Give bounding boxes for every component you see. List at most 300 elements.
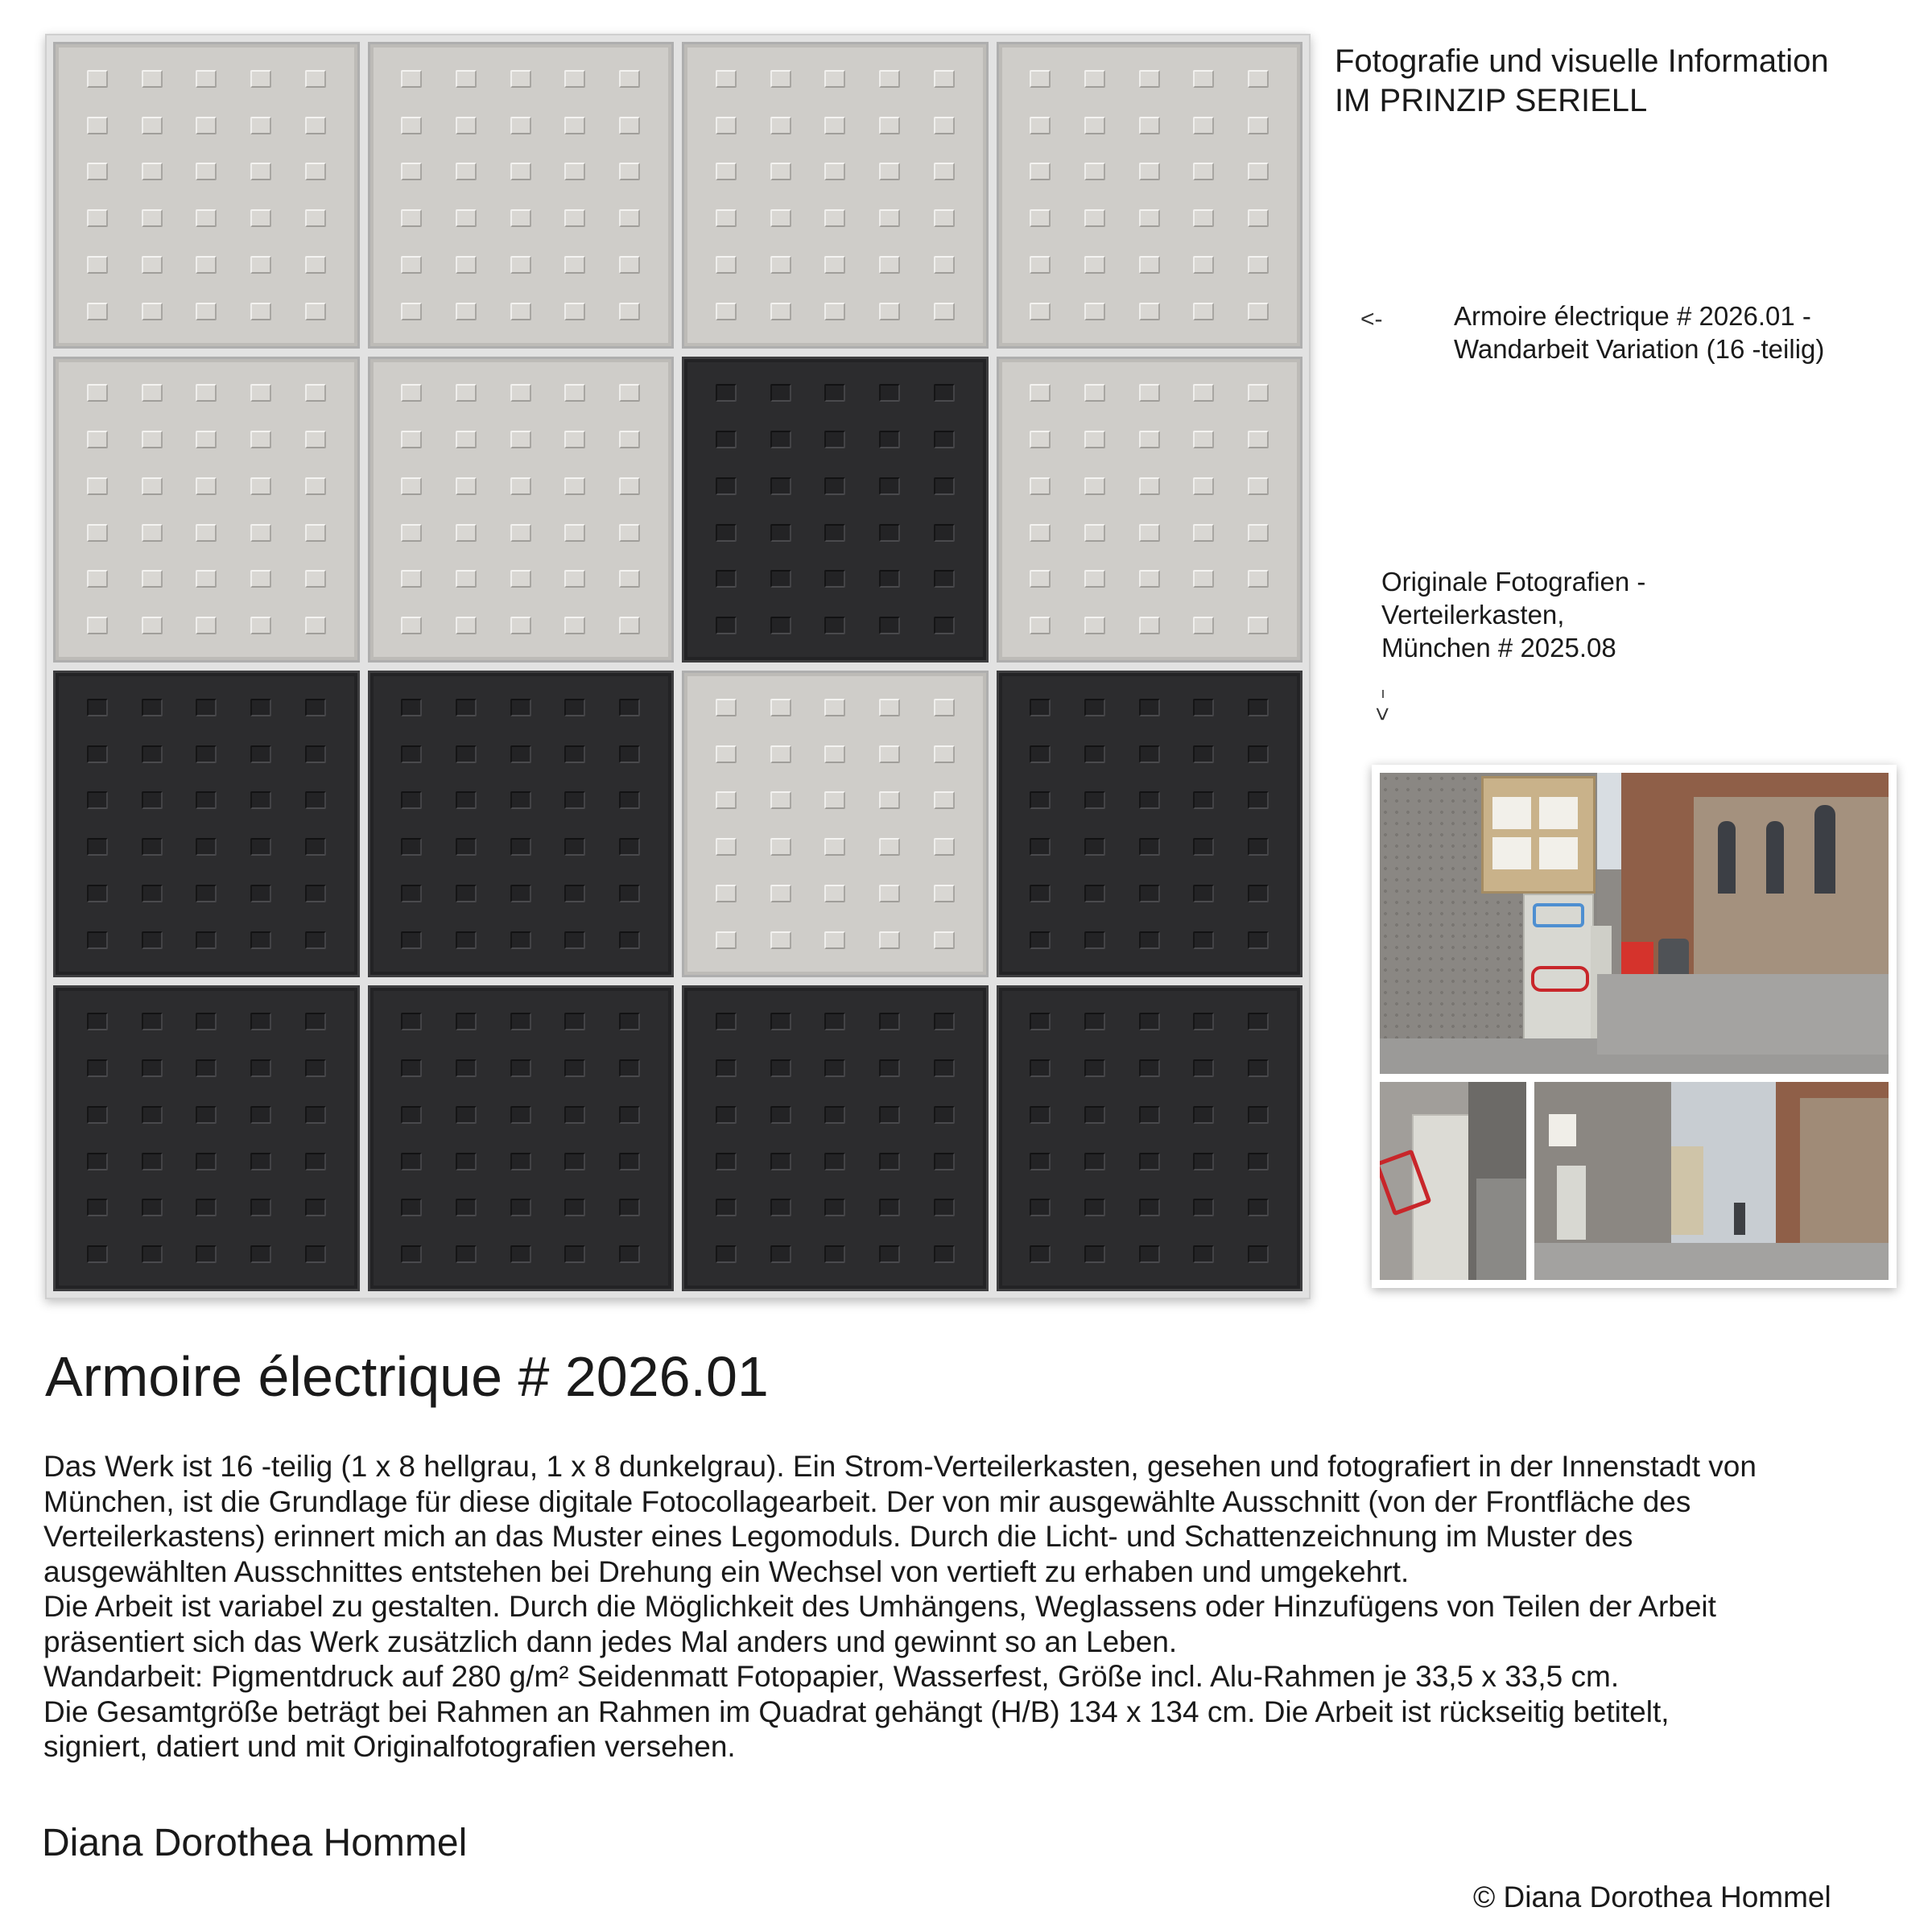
panel-stud [250,256,271,274]
panel-stud [1030,699,1051,716]
panel-stud [142,524,163,542]
panel-stud [824,931,845,949]
panel-stud [619,431,640,448]
work-description [43,1449,1895,1765]
panel-stud [564,699,585,716]
panel-stud [934,617,955,634]
panel-stud [879,1106,900,1124]
artwork-panel-dark [368,985,675,1292]
panel-stud [934,570,955,588]
description-line: München, ist die Grundlage für diese digitale Fotocollagearbeit. Der von mir ausgewählte Ausschnitt (von der Frontfläche des [43,1484,1691,1518]
panel-stud [305,209,326,227]
panel-stud [456,1153,477,1170]
panel-stud [564,1199,585,1216]
panel-stud [824,209,845,227]
panel-stud [456,1013,477,1030]
panel-stud [934,256,955,274]
panel-stud [824,1153,845,1170]
panel-stud [824,117,845,134]
panel-stud [824,1013,845,1030]
panel-stud [1084,1245,1105,1263]
panel-stud [879,745,900,763]
panel-stud [1248,256,1269,274]
panel-stud [305,1245,326,1263]
artwork-panel-dark [997,671,1303,977]
panel-stud [305,524,326,542]
panel-stud [401,384,422,402]
panel-stud [250,163,271,180]
panel-stud [305,117,326,134]
panel-stud [879,70,900,88]
panel-stud [401,117,422,134]
panel-stud [142,617,163,634]
panel-stud [619,1153,640,1170]
panel-stud [196,1199,217,1216]
panel-stud [934,303,955,320]
panel-stud [716,384,737,402]
panel-stud [1193,431,1214,448]
panel-stud [1084,885,1105,902]
panel-stud [824,1059,845,1077]
panel-stud [716,431,737,448]
panel-stud [824,838,845,856]
caption-variation-line-2: Wandarbeit Variation (16 -teilig) [1454,334,1825,364]
panel-stud [879,1153,900,1170]
panel-stud [87,477,108,495]
panel-stud [456,524,477,542]
header-line-1: Fotografie und visuelle Information [1335,43,1829,79]
header [1335,42,1829,121]
panel-stud [934,117,955,134]
panel-stud [770,303,791,320]
panel-stud [1030,931,1051,949]
panel-stud [716,1013,737,1030]
panel-stud [1139,303,1160,320]
panel-stud [456,791,477,809]
caption-original-photos [1381,565,1645,664]
panel-stud [510,477,531,495]
panel-stud [716,209,737,227]
panel-stud [1030,617,1051,634]
panel-stud [824,1245,845,1263]
panel-stud [619,117,640,134]
panel-stud [142,303,163,320]
panel-stud [1030,885,1051,902]
panel-stud [401,931,422,949]
panel-stud [1084,256,1105,274]
panel-stud [305,1199,326,1216]
panel-stud [1084,431,1105,448]
panel-stud [87,303,108,320]
panel-stud [305,1106,326,1124]
panel-stud [1248,931,1269,949]
panel-stud [619,384,640,402]
panel-stud [564,384,585,402]
description-line: Die Gesamtgröße beträgt bei Rahmen an Rahmen im Quadrat gehängt (H/B) 134 x 134 cm. Die Arbeit ist rückseitig betitelt, [43,1695,1670,1728]
panel-stud [250,699,271,716]
panel-stud [87,617,108,634]
artwork-panel-dark [997,985,1303,1292]
panel-stud [879,1013,900,1030]
panel-stud [879,384,900,402]
panel-stud [142,117,163,134]
panel-stud [1084,477,1105,495]
panel-stud [1084,1153,1105,1170]
panel-stud [879,163,900,180]
panel-stud [619,791,640,809]
caption-variation [1454,299,1824,365]
panel-stud [619,1199,640,1216]
description-line: präsentiert sich das Werk zusätzlich dann jedes Mal anders und gewinnt so an Leben. [43,1624,1178,1658]
panel-stud [770,256,791,274]
panel-stud [142,256,163,274]
artist-name: Diana Dorothea Hommel [42,1822,468,1864]
panel-stud [619,209,640,227]
artwork-panel-dark [682,985,989,1292]
panel-stud [564,209,585,227]
panel-stud [196,570,217,588]
panel-stud [510,699,531,716]
panel-stud [1139,477,1160,495]
panel-stud [716,1106,737,1124]
arrow-left-icon: <- [1360,306,1383,332]
panel-stud [716,699,737,716]
panel-stud [1248,477,1269,495]
panel-stud [1139,699,1160,716]
artwork-panel-dark [682,357,989,663]
panel-stud [934,885,955,902]
artwork-panel-light [997,357,1303,663]
panel-stud [510,791,531,809]
panel-stud [456,117,477,134]
panel-stud [1084,1106,1105,1124]
panel-stud [564,117,585,134]
panel-stud [619,256,640,274]
panel-stud [196,117,217,134]
photo-box-closeup [1380,1082,1526,1280]
panel-stud [196,303,217,320]
panel-stud [142,570,163,588]
panel-stud [401,1059,422,1077]
panel-stud [564,431,585,448]
panel-stud [250,1199,271,1216]
panel-stud [716,1153,737,1170]
panel-stud [456,745,477,763]
panel-stud [250,791,271,809]
panel-stud [770,1245,791,1263]
panel-stud [879,617,900,634]
panel-stud [879,477,900,495]
panel-stud [305,838,326,856]
panel-stud [1084,209,1105,227]
panel-stud [824,70,845,88]
panel-stud [1193,477,1214,495]
panel-stud [1193,931,1214,949]
panel-stud [1193,1199,1214,1216]
panel-stud [510,1013,531,1030]
panel-stud [456,70,477,88]
panel-stud [142,1106,163,1124]
panel-stud [879,431,900,448]
panel-stud [401,1153,422,1170]
panel-stud [879,931,900,949]
panel-stud [879,1245,900,1263]
panel-stud [619,1245,640,1263]
panel-stud [879,303,900,320]
artwork-panel-light [997,42,1303,349]
panel-stud [770,1106,791,1124]
panel-stud [770,384,791,402]
panel-stud [305,885,326,902]
panel-stud [196,617,217,634]
panel-stud [1084,524,1105,542]
panel-stud [250,885,271,902]
panel-stud [1139,791,1160,809]
panel-stud [1084,303,1105,320]
panel-stud [770,163,791,180]
panel-stud [716,117,737,134]
panel-stud [1084,1013,1105,1030]
panel-stud [196,1153,217,1170]
panel-stud [401,1245,422,1263]
panel-stud [510,1153,531,1170]
panel-stud [87,1106,108,1124]
panel-stud [564,303,585,320]
panel-stud [87,699,108,716]
panel-stud [1030,1153,1051,1170]
panel-stud [142,885,163,902]
panel-stud [196,209,217,227]
panel-stud [401,838,422,856]
panel-stud [510,885,531,902]
panel-stud [934,1013,955,1030]
panel-stud [716,70,737,88]
panel-stud [1248,1013,1269,1030]
panel-stud [456,570,477,588]
panel-stud [196,1013,217,1030]
panel-stud [1193,885,1214,902]
panel-stud [1030,570,1051,588]
panel-stud [619,1106,640,1124]
panel-stud [1084,70,1105,88]
panel-stud [250,617,271,634]
panel-stud [305,1013,326,1030]
description-line: signiert, datiert und mit Originalfotografien versehen. [43,1730,736,1763]
panel-stud [1248,745,1269,763]
panel-stud [1139,745,1160,763]
panel-stud [716,303,737,320]
panel-stud [87,1245,108,1263]
panel-stud [564,477,585,495]
panel-stud [87,745,108,763]
panel-stud [456,303,477,320]
panel-stud [142,163,163,180]
panel-stud [1139,524,1160,542]
panel-stud [87,570,108,588]
panel-stud [770,885,791,902]
panel-stud [1030,1106,1051,1124]
photo-street-view [1534,1082,1889,1280]
panel-stud [824,524,845,542]
panel-stud [305,931,326,949]
panel-stud [142,1013,163,1030]
panel-stud [1248,431,1269,448]
panel-stud [564,1059,585,1077]
panel-stud [196,931,217,949]
panel-stud [934,931,955,949]
panel-stud [934,384,955,402]
copyright-notice: © Diana Dorothea Hommel [1473,1880,1831,1913]
panel-stud [456,384,477,402]
panel-stud [510,931,531,949]
panel-stud [250,1059,271,1077]
panel-stud [87,117,108,134]
panel-stud [1030,384,1051,402]
panel-stud [196,163,217,180]
panel-stud [401,570,422,588]
panel-stud [1030,303,1051,320]
panel-stud [934,1106,955,1124]
caption-original-line-1: Originale Fotografien - [1381,567,1646,597]
panel-stud [142,431,163,448]
description-line: ausgewählten Ausschnittes entstehen bei Drehung ein Wechsel von vertieft zu erhaben und umgekehrt. [43,1554,1410,1588]
panel-stud [401,699,422,716]
panel-stud [716,745,737,763]
panel-stud [1139,1059,1160,1077]
panel-stud [305,303,326,320]
panel-stud [1248,70,1269,88]
panel-stud [250,477,271,495]
panel-stud [1139,1106,1160,1124]
panel-stud [770,931,791,949]
panel-stud [1084,931,1105,949]
panel-stud [1139,1013,1160,1030]
artwork-panel-light [53,42,360,349]
panel-stud [879,1059,900,1077]
panel-stud [456,431,477,448]
panel-stud [510,838,531,856]
panel-stud [934,70,955,88]
panel-stud [401,431,422,448]
panel-stud [934,745,955,763]
panel-stud [510,1245,531,1263]
panel-stud [564,745,585,763]
panel-stud [305,699,326,716]
panel-stud [510,1106,531,1124]
panel-stud [564,1153,585,1170]
panel-stud [1248,384,1269,402]
panel-stud [716,1059,737,1077]
panel-stud [1248,1199,1269,1216]
panel-stud [619,745,640,763]
panel-stud [305,791,326,809]
panel-stud [824,431,845,448]
panel-stud [87,1153,108,1170]
panel-stud [619,477,640,495]
panel-stud [1139,1245,1160,1263]
panel-stud [770,570,791,588]
panel-stud [934,431,955,448]
panel-stud [456,477,477,495]
panel-stud [196,885,217,902]
artwork-panel-light [368,357,675,663]
panel-stud [142,1199,163,1216]
panel-stud [1248,1245,1269,1263]
panel-stud [142,384,163,402]
panel-stud [934,1059,955,1077]
panel-stud [196,791,217,809]
panel-stud [250,70,271,88]
panel-stud [770,477,791,495]
panel-stud [1139,1199,1160,1216]
panel-stud [564,163,585,180]
panel-stud [456,1059,477,1077]
panel-stud [1084,838,1105,856]
panel-stud [1248,163,1269,180]
panel-stud [196,384,217,402]
panel-stud [401,303,422,320]
panel-stud [1193,1245,1214,1263]
panel-stud [934,791,955,809]
panel-stud [1193,1059,1214,1077]
panel-stud [1193,570,1214,588]
panel-stud [456,256,477,274]
panel-stud [510,163,531,180]
panel-stud [1030,838,1051,856]
panel-stud [770,617,791,634]
panel-stud [1084,699,1105,716]
panel-stud [879,570,900,588]
panel-stud [1248,838,1269,856]
panel-stud [716,1245,737,1263]
panel-stud [770,699,791,716]
panel-stud [510,431,531,448]
panel-stud [619,163,640,180]
panel-stud [879,699,900,716]
panel-stud [1248,1106,1269,1124]
panel-stud [1139,256,1160,274]
panel-stud [716,885,737,902]
panel-stud [250,1245,271,1263]
panel-stud [142,699,163,716]
panel-stud [1030,1059,1051,1077]
panel-stud [196,431,217,448]
panel-stud [87,885,108,902]
panel-stud [619,885,640,902]
panel-stud [824,303,845,320]
panel-stud [564,70,585,88]
panel-stud [142,70,163,88]
panel-stud [510,524,531,542]
panel-stud [564,1245,585,1263]
panel-stud [1030,1245,1051,1263]
panel-stud [934,1245,955,1263]
panel-stud [1030,70,1051,88]
panel-stud [1248,617,1269,634]
artwork-panel-light [368,42,675,349]
panel-stud [1193,209,1214,227]
artwork-panel-dark [53,985,360,1292]
panel-stud [196,1059,217,1077]
panel-stud [619,1013,640,1030]
panel-stud [401,1106,422,1124]
panel-stud [716,477,737,495]
panel-stud [1193,745,1214,763]
panel-stud [196,70,217,88]
panel-stud [1139,838,1160,856]
panel-stud [879,524,900,542]
artwork-16-panel-grid [45,34,1311,1299]
